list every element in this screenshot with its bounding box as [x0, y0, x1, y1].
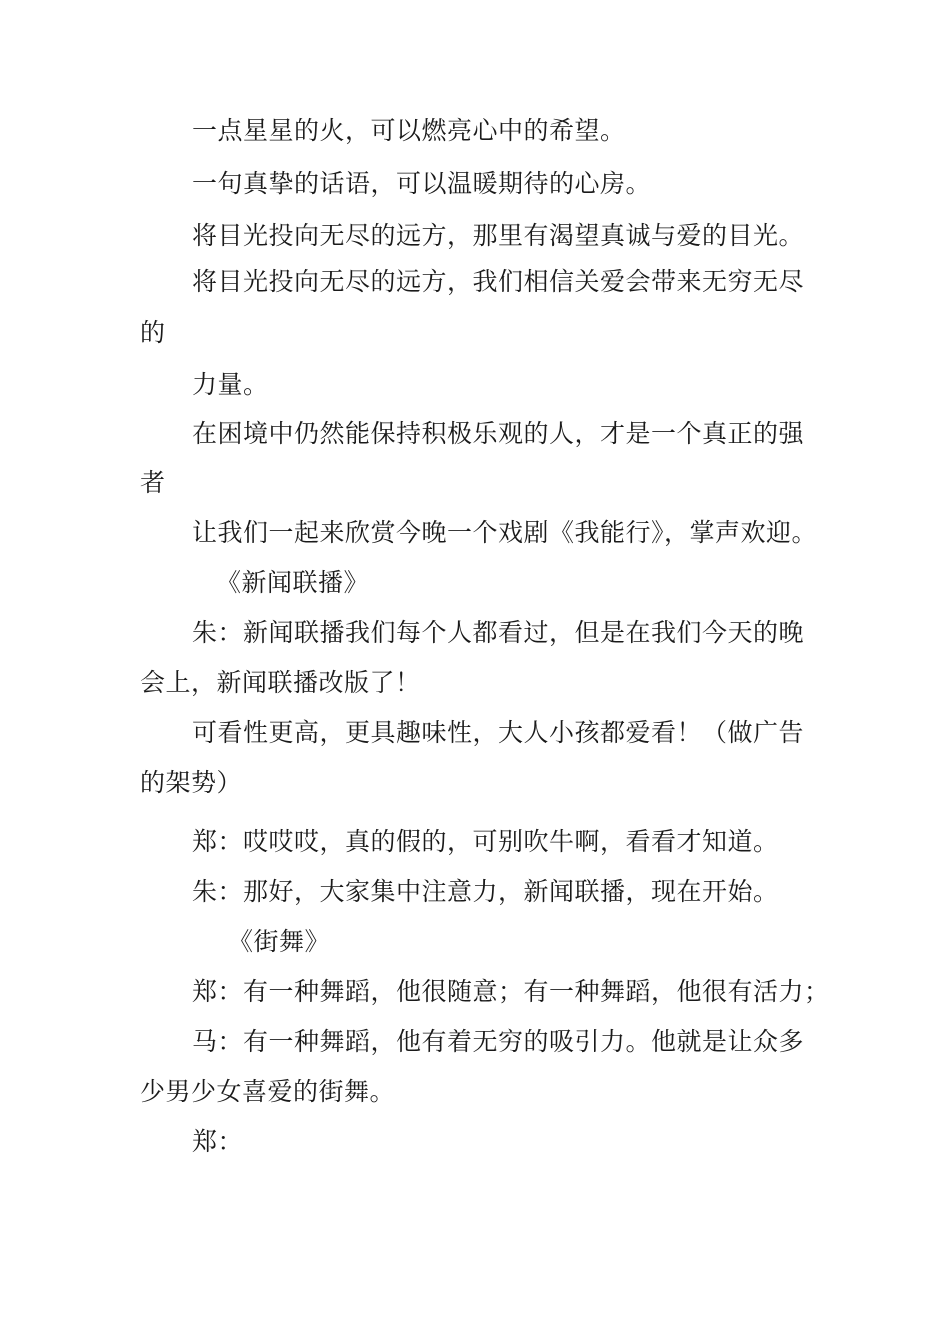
- section-heading: 《新闻联播》: [216, 568, 370, 597]
- text-line: 会上，新闻联播改版了！: [140, 668, 421, 697]
- text-line: 的: [140, 318, 166, 347]
- text-line: 郑：: [192, 1127, 244, 1156]
- text-line: 少男少女喜爱的街舞。: [140, 1077, 396, 1106]
- text-line: 将目光投向无尽的远方，我们相信关爱会带来无穷无尽: [192, 267, 805, 296]
- text-line: 朱：那好，大家集中注意力，新闻联播，现在开始。: [192, 877, 779, 906]
- text-line: 力量。: [192, 370, 269, 399]
- text-line: 让我们一起来欣赏今晚一个戏剧《我能行》，掌声欢迎。: [192, 518, 818, 547]
- text-line: 马：有一种舞蹈，他有着无穷的吸引力。他就是让众多: [192, 1027, 805, 1056]
- text-line: 朱：新闻联播我们每个人都看过，但是在我们今天的晚: [192, 618, 805, 647]
- text-line: 郑：哎哎哎，真的假的，可别吹牛啊，看看才知道。: [192, 827, 779, 856]
- text-line: 一句真挚的话语，可以温暖期待的心房。: [192, 169, 652, 198]
- text-line: 一点星星的火，可以燃亮心中的希望。: [192, 116, 626, 145]
- section-heading: 《街舞》: [228, 927, 331, 956]
- text-line: 可看性更高，更具趣味性，大人小孩都爱看！（做广告: [192, 718, 805, 747]
- text-line: 在困境中仍然能保持积极乐观的人，才是一个真正的强: [192, 419, 805, 448]
- text-line: 将目光投向无尽的远方，那里有渴望真诚与爱的目光。: [192, 221, 805, 250]
- text-line: 者: [140, 468, 166, 497]
- text-line: 郑：有一种舞蹈，他很随意；有一种舞蹈，他很有活力；: [192, 977, 830, 1006]
- text-line: 的架势）: [140, 768, 243, 797]
